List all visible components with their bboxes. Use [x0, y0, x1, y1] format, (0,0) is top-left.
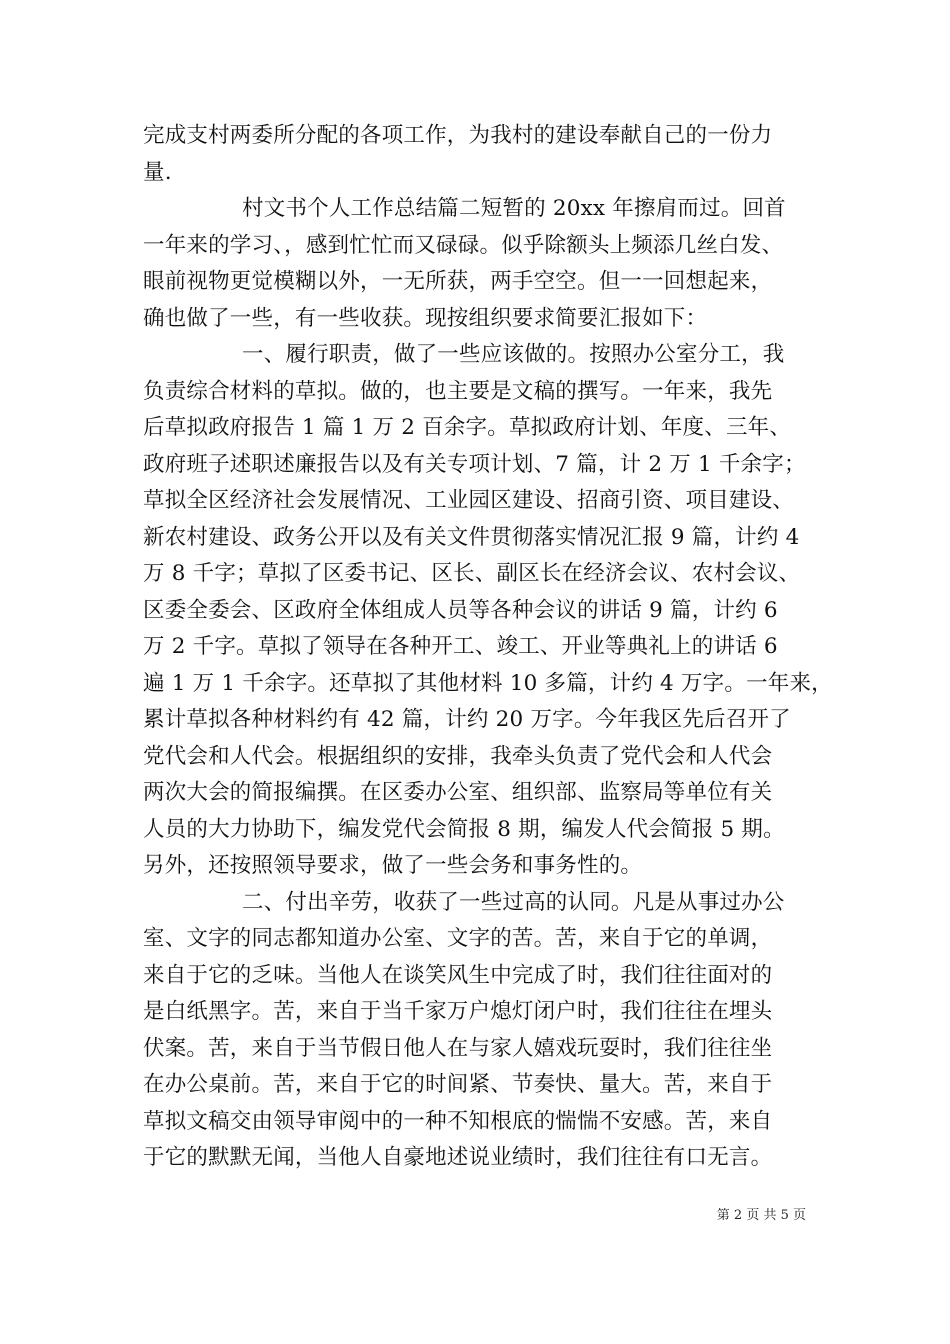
text-line: 万 8 千字；草拟了区委书记、区长、副区长在经济会议、农村会议、 — [143, 561, 801, 586]
text-line: 在办公桌前。苦，来自于它的时间紧、节奏快、量大。苦，来自于 — [143, 1072, 773, 1097]
text-line: 政府班子述职述廉报告以及有关专项计划、7 篇，计 2 万 1 千余字； — [143, 451, 806, 477]
text-line: 万 2 千字。草拟了领导在各种开工、竣工、开业等典礼上的讲话 6 — [143, 634, 778, 659]
text-line: 新农村建设、政务公开以及有关文件贯彻落实情况汇报 9 篇，计约 4 — [143, 524, 800, 550]
text-line: 量. — [143, 159, 172, 185]
text-line: 于它的默默无闻，当他人自豪地述说业绩时，我们往往有口无言。 — [143, 1145, 773, 1170]
text-line: 室、文字的同志都知道办公室、文字的苦。苦，来自于它的单调， — [143, 926, 773, 951]
text-line: 两次大会的简报编撰。在区委办公室、组织部、监察局等单位有关 — [143, 780, 773, 805]
paragraph-start-line: 一、履行职责，做了一些应该做的。按照办公室分工，我 — [242, 342, 785, 367]
text-line: 区委全委会、区政府全体组成人员等各种会议的讲话 9 篇，计约 6 — [143, 597, 778, 623]
text-line: 草拟全区经济社会发展情况、工业园区建设、招商引资、项目建设、 — [143, 488, 795, 513]
paragraph-start-line: 二、付出辛劳，收获了一些过高的认同。凡是从事过办公 — [242, 889, 785, 915]
paragraph-start-line: 村文书个人工作总结篇二短暂的 20xx 年擦肩而过。回首 — [242, 196, 786, 221]
text-line: 来自于它的乏味。当他人在谈笑风生中完成了时，我们往往面对的 — [143, 962, 773, 988]
text-line: 负责综合材料的草拟。做的，也主要是文稿的撰写。一年来，我先 — [143, 378, 773, 404]
text-line: 一年来的学习、，感到忙忙而又碌碌。似乎除额头上频添几丝白发、 — [143, 232, 784, 258]
text-line: 遍 1 万 1 千余字。还草拟了其他材料 10 多篇，计约 4 万字。一年来， — [143, 670, 833, 696]
text-line: 另外，还按照领导要求，做了一些会务和事务性的。 — [143, 853, 643, 878]
page-number-footer: 第 2 页 共 5 页 — [716, 1208, 806, 1223]
text-line: 眼前视物更觉模糊以外，一无所获，两手空空。但一一回想起来， — [143, 269, 773, 294]
text-line: 草拟文稿交由领导审阅中的一种不知根底的惴惴不安感。苦，来自 — [143, 1108, 773, 1134]
text-line: 累计草拟各种材料约有 42 篇，计约 20 万字。今年我区先后召开了 — [143, 707, 791, 732]
text-line: 完成支村两委所分配的各项工作，为我村的建设奉献自己的一份力 — [143, 123, 773, 148]
text-line: 后草拟政府报告 1 篇 1 万 2 百余字。草拟政府计划、年度、三年、 — [143, 415, 792, 440]
text-line: 党代会和人代会。根据组织的安排，我牵头负责了党代会和人代会 — [143, 743, 773, 769]
text-line: 人员的大力协助下，编发党代会简报 8 期，编发人代会简报 5 期。 — [143, 816, 785, 842]
body-text — [143, 118, 833, 1177]
text-line: 确也做了一些，有一些收获。现按组织要求简要汇报如下： — [143, 305, 708, 331]
text-line: 伏案。苦，来自于当节假日他人在与家人嬉戏玩耍时，我们往往坐 — [143, 1035, 773, 1061]
text-line: 是白纸黑字。苦，来自于当千家万户熄灯闭户时，我们往往在埋头 — [143, 999, 773, 1024]
